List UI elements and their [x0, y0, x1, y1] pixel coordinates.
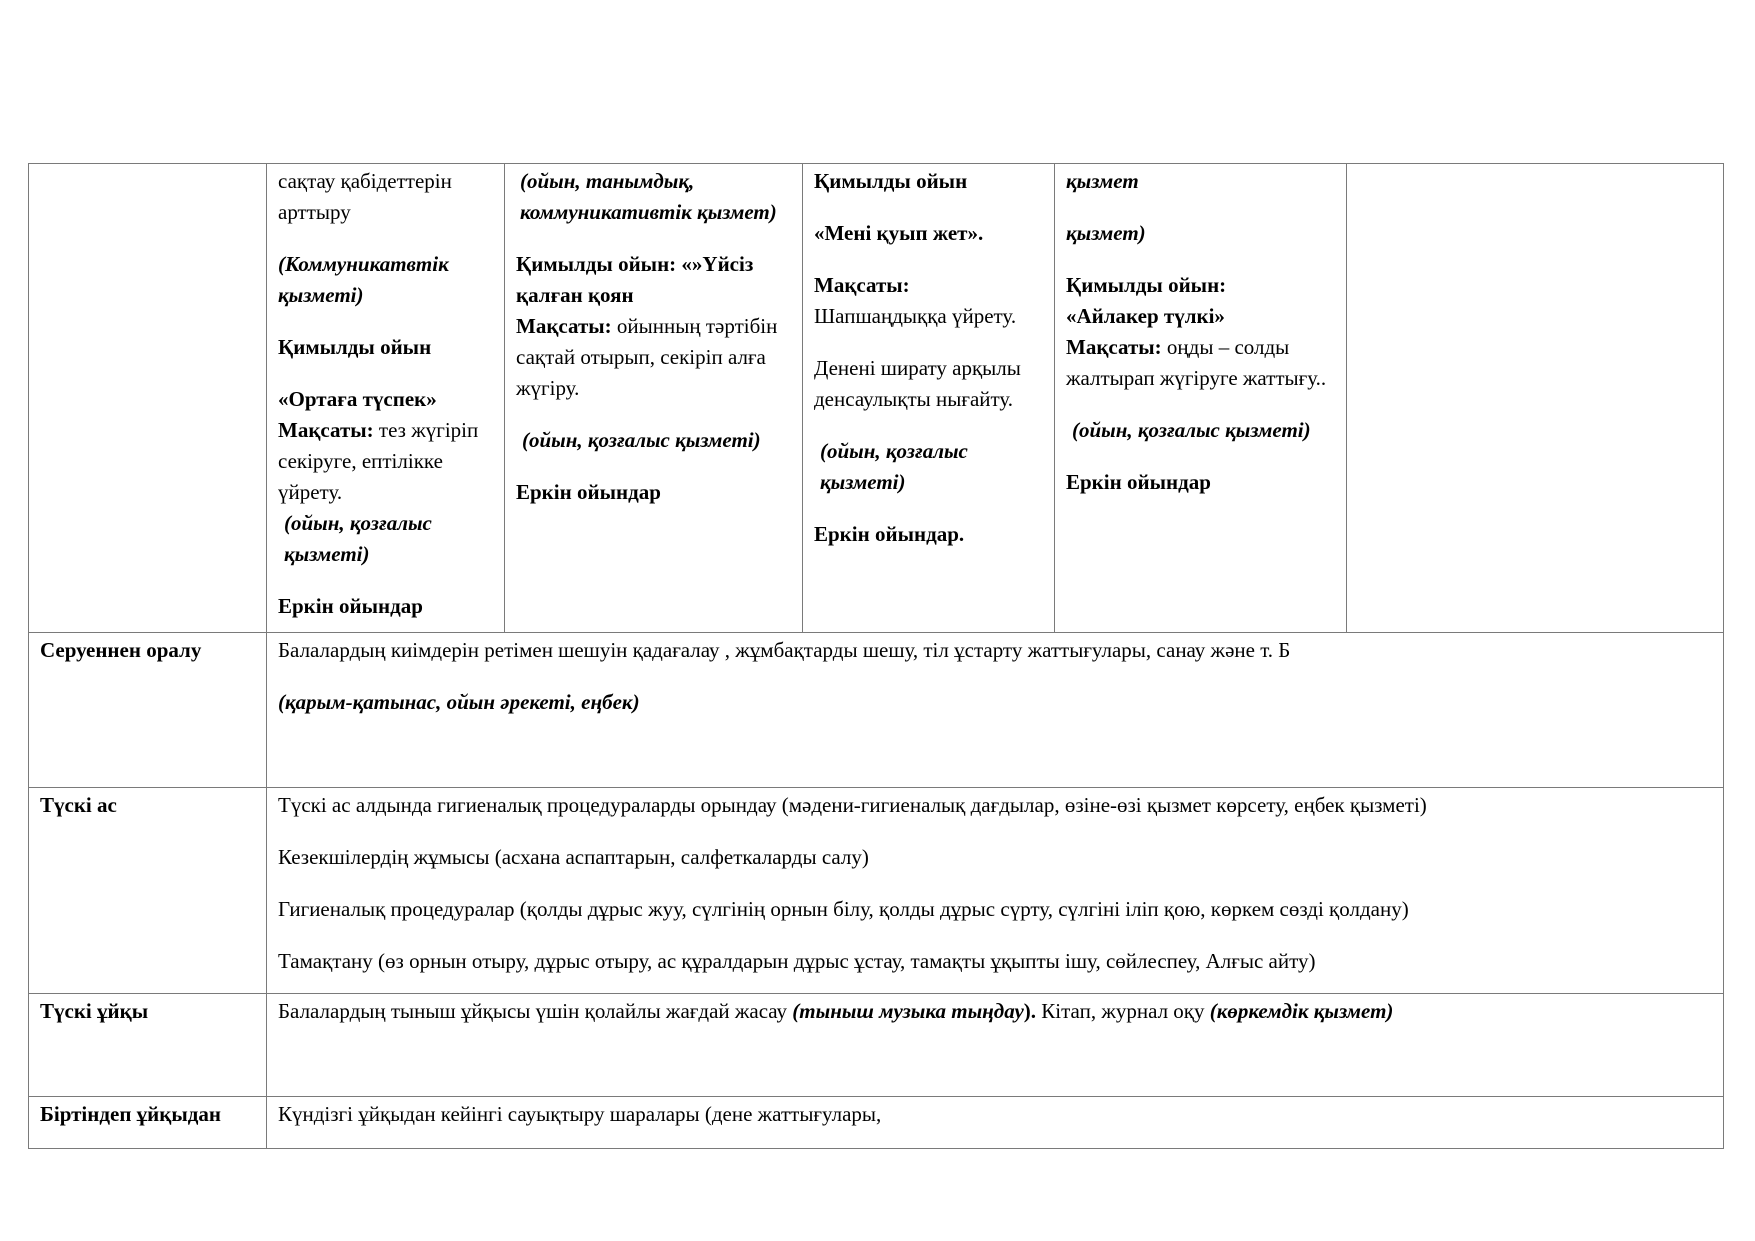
cell-text: Күндізгі ұйқыдан кейінгі сауықтыру шаралары (дене жаттығулары,: [278, 1102, 882, 1126]
row-label: Түскі ұйқы: [29, 994, 267, 1097]
activity-type: (ойын, танымдық, коммуникативтік қызмет): [520, 169, 777, 224]
row-content: [267, 1097, 1724, 1149]
game-title: Қимылды ойын: [814, 169, 968, 193]
game-goal: [1066, 332, 1336, 394]
cell-text: Кезекшілердің жұмысы (асхана аспаптарын, салфеткаларды салу): [278, 845, 869, 869]
row-label-cell: [29, 164, 267, 633]
goal-label: Мақсаты:: [814, 273, 910, 297]
schedule-table: [28, 163, 1724, 1149]
nap-text: Кітап, журнал оқу: [1041, 999, 1210, 1023]
goal-label: Мақсаты:: [516, 314, 612, 338]
empty-cell: [1347, 164, 1724, 633]
goal-label: Мақсаты:: [1066, 335, 1162, 359]
activity-cell-1: [267, 164, 505, 633]
cell-text: Түскі ас алдында гигиеналық процедураларды орындау (мәдени-гигиеналық дағдылар, өзіне-өзі қызмет көрсету, еңбек қызметі): [278, 793, 1427, 817]
activity-type: (Коммуникатвтік қызметі): [278, 252, 449, 307]
cell-text: сақтау қабідеттерін: [278, 169, 452, 193]
game-goal: [278, 415, 494, 508]
game-name: «Мені қуып жет».: [814, 221, 984, 245]
game-title: Қимылды ойын: «»Үйсіз қалған қоян: [516, 252, 754, 307]
table-row: [29, 788, 1724, 994]
row-content: [267, 788, 1724, 994]
game-title: Қимылды ойын: [278, 335, 432, 359]
goal-text: Шапшаңдыққа үйрету.: [814, 304, 1017, 328]
free-games: Еркін ойындар: [278, 594, 423, 618]
goal-text: ойынның тәртібін сақтай отырып, секіріп алға жүгіру.: [516, 314, 778, 400]
row-content: [267, 633, 1724, 788]
nap-text: Балалардың тыныш ұйқысы үшін қолайлы жағдай жасау: [278, 999, 793, 1023]
free-games: Еркін ойындар.: [814, 522, 965, 546]
activity-type: (ойын, қозғалыс қызметі): [522, 428, 761, 452]
table-row: [29, 1097, 1724, 1149]
activity-type: (қарым-қатынас, ойын әрекеті, еңбек): [278, 690, 640, 714]
game-name: «Ортаға түспек»: [278, 387, 437, 411]
activity-type: (ойын, қозғалыс қызметі): [820, 439, 968, 494]
table-row: [29, 633, 1724, 788]
nap-punct: ).: [1023, 999, 1042, 1023]
cell-text: Тамақтану (өз орнын отыру, дұрыс отыру, ас құралдарын дұрыс ұстау, тамақты ұқыпты ішу, сөйлеспеу, Алғыс айту): [278, 949, 1316, 973]
activity-cell-3: [803, 164, 1055, 633]
cell-text: арттыру: [278, 200, 351, 224]
cell-text: Гигиеналық процедуралар (қолды дұрыс жуу, сүлгінің орнын білу, қолды дұрыс сүрту, сүлгіні іліп қою, көркем сөзді қолдану): [278, 897, 1409, 921]
goal-label: Мақсаты:: [278, 418, 374, 442]
activity-type: (тыныш музыка тыңдау: [792, 999, 1024, 1023]
table-row: [29, 994, 1724, 1097]
activity-type: (көркемдік қызмет): [1209, 999, 1394, 1023]
game-title: Қимылды ойын:: [1066, 273, 1227, 297]
goal-text: оңды – солды жалтырап жүгіруге жаттығу..: [1066, 335, 1327, 390]
activity-cell-2: [505, 164, 803, 633]
game-name: «Айлакер түлкі»: [1066, 304, 1225, 328]
activity-cell-4: [1055, 164, 1347, 633]
row-label: Біртіндеп ұйқыдан: [29, 1097, 267, 1149]
activity-type: қызмет): [1066, 221, 1146, 245]
cell-text: Балалардың киімдерін ретімен шешуін қадағалау , жұмбақтарды шешу, тіл ұстарту жаттығулары, санау және т. Б: [278, 638, 1291, 662]
game-goal: [516, 311, 792, 404]
activity-type: (ойын, қозғалыс қызметі): [1072, 418, 1311, 442]
table-row: [29, 164, 1724, 633]
activity-type: қызмет: [1066, 169, 1139, 193]
row-content: [267, 994, 1724, 1097]
row-label: Серуеннен оралу: [29, 633, 267, 788]
cell-text: [278, 996, 1713, 1027]
row-label: Түскі ас: [29, 788, 267, 994]
cell-text: Денені ширату арқылы денсаулықты нығайту.: [814, 356, 1021, 411]
free-games: Еркін ойындар: [516, 480, 661, 504]
activity-type: (ойын, қозғалыс қызметі): [284, 511, 432, 566]
goal-text: тез жүгіріп секіруге, ептілікке үйрету.: [278, 418, 479, 504]
free-games: Еркін ойындар: [1066, 470, 1211, 494]
